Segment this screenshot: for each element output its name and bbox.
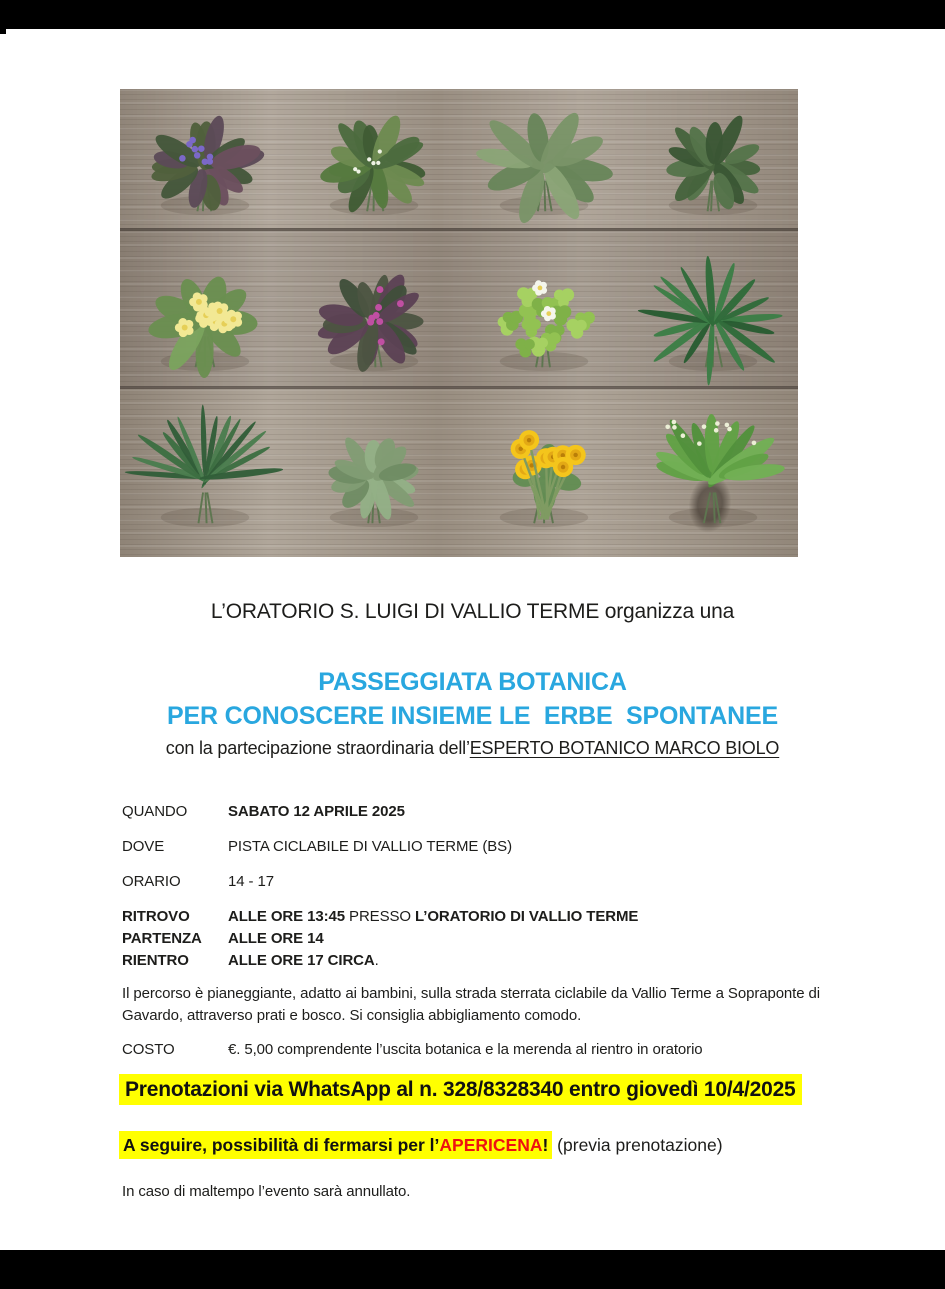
detail-label: RITROVO [122, 908, 190, 925]
primrose-bunch [122, 248, 288, 398]
subtitle-prefix: con la partecipazione straordinaria dell’ [165, 738, 470, 758]
apericena-banner [119, 1134, 723, 1156]
detail-value: ALLE ORE 17 CIRCA. [228, 952, 379, 969]
photo-cell [120, 245, 290, 401]
detail-row [122, 873, 638, 891]
photo-cell [459, 245, 629, 401]
route-line: Il percorso è pianeggiante, adatto ai bambini, sulla strada sterrata ciclabile da Vallio Terme a Sopraponte di [122, 985, 821, 1002]
dock-bunch [630, 404, 796, 554]
wood-sorrel-bunch [461, 248, 627, 398]
apericena-bang: ! [542, 1135, 549, 1155]
photo-cell [629, 89, 799, 245]
top-letterbox-bar [0, 0, 945, 29]
photo-cell [120, 401, 290, 557]
subtitle [0, 738, 945, 759]
bottom-letterbox-bar [0, 1250, 945, 1289]
photo-cell [290, 89, 460, 245]
detail-row [122, 803, 638, 821]
foraged-herbs-photo [120, 89, 798, 557]
photo-cell [120, 89, 290, 245]
chickweed-bunch [291, 92, 457, 242]
booking-highlight: Prenotazioni via WhatsApp al n. 328/8328340 entro giovedì 10/4/2025 [119, 1074, 802, 1105]
photo-cell [459, 89, 629, 245]
detail-value: PISTA CICLABILE DI VALLIO TERME (BS) [228, 838, 512, 855]
booking-banner [119, 1077, 802, 1103]
nettle-bunch [630, 92, 796, 242]
detail-value: ALLE ORE 13:45 PRESSO L’ORATORIO DI VALLIO TERME [228, 908, 639, 925]
photo-cell [629, 401, 799, 557]
detail-row [122, 838, 638, 856]
detail-label: ORARIO [122, 873, 181, 890]
ground-ivy-bunch [122, 92, 288, 242]
purple-dead-nettle-bunch [291, 248, 457, 398]
plantain-bunch [461, 92, 627, 242]
route-description [122, 983, 832, 1027]
left-edge-notch [0, 29, 6, 34]
detail-row [122, 908, 638, 926]
yarrow-bunch [122, 404, 288, 554]
detail-label: DOVE [122, 838, 165, 855]
detail-label: PARTENZA [122, 930, 202, 947]
photo-cell [290, 245, 460, 401]
apericena-highlight [119, 1131, 552, 1159]
detail-value: SABATO 12 APRILE 2025 [228, 803, 405, 820]
apericena-after: (previa prenotazione) [552, 1135, 723, 1155]
detail-label: COSTO [122, 1041, 175, 1058]
detail-label: RIENTRO [122, 952, 189, 969]
detail-row [122, 930, 638, 948]
photo-cell [290, 401, 460, 557]
headline-erbe: PER CONOSCERE INSIEME LE ERBE SPONTANEE [167, 702, 778, 730]
organizer-line: L’ORATORIO S. LUIGI DI VALLIO TERME organizza una [210, 600, 735, 623]
herb-grid [120, 89, 798, 557]
weather-note: In caso di maltempo l’evento sarà annullato. [122, 1183, 411, 1200]
detail-row [122, 952, 638, 970]
wild-chervil-bunch [630, 248, 796, 398]
detail-value: €. 5,00 comprendente l’uscita botanica e la merenda al rientro in oratorio [228, 1041, 703, 1058]
cost-row [122, 1041, 703, 1058]
apericena-accent: APERICENA [439, 1135, 543, 1155]
photo-cell [629, 245, 799, 401]
coltsfoot-bunch [461, 404, 627, 554]
photo-cell [459, 401, 629, 557]
detail-value: ALLE ORE 14 [228, 930, 324, 947]
sage-bunch [291, 404, 457, 554]
event-details [122, 803, 638, 974]
detail-label: QUANDO [122, 803, 188, 820]
apericena-prefix: A seguire, possibilità di fermarsi per l’ [123, 1135, 440, 1155]
subtitle-expert-underlined: ESPERTO BOTANICO MARCO BIOLO [469, 738, 780, 758]
route-line: Gavardo, attraverso prati e bosco. Si consiglia abbigliamento comodo. [122, 1007, 582, 1024]
detail-value: 14 - 17 [228, 873, 274, 890]
headline-passeggiata: PASSEGGIATA BOTANICA [318, 668, 627, 696]
